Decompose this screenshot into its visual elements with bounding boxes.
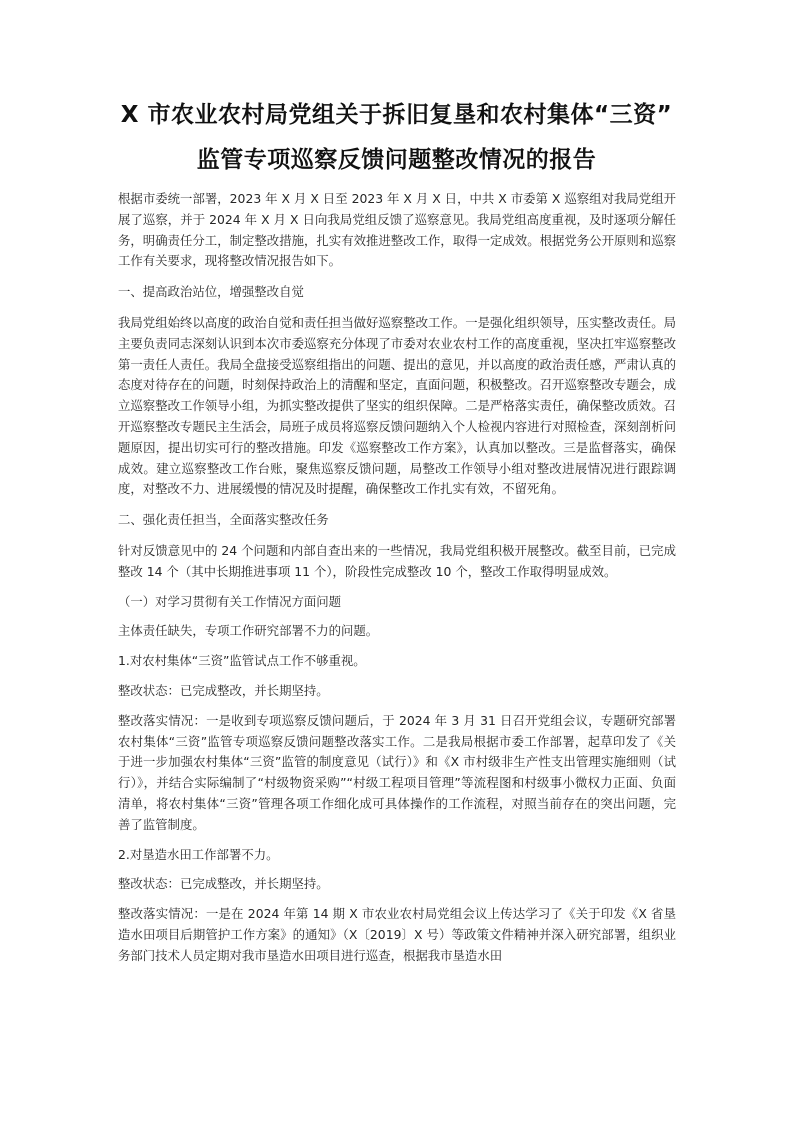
section-heading-1: 一、提高政治站位，增强整改自觉 bbox=[118, 284, 304, 300]
document-title-line-2: 监管专项巡察反馈问题整改情况的报告 bbox=[196, 147, 597, 173]
item-2-heading: 2.对垦造水田工作部署不力。 bbox=[118, 846, 279, 862]
section-2-paragraph: 针对反馈意见中的 24 个问题和内部自查出来的一些情况，我局党组积极开展整改。截至目前，已完成整改 14 个（其中长期推进事项 11 个），阶段性完成整改 10 个，整改工作取得明显成效。 bbox=[118, 542, 676, 579]
item-1-heading: 1.对农村集体“三资”监管试点工作不够重视。 bbox=[118, 653, 366, 669]
document-body bbox=[118, 189, 676, 967]
section-1-paragraph: 我局党组始终以高度的政治自觉和责任担当做好巡察整改工作。一是强化组织领导，压实整改责任。局主要负责同志深刻认识到本次市委巡察充分体现了市委对农业农村工作的高度重视，坚决扛牢巡察整改第一责任人责任。我局全盘接受巡察组指出的问题、提出的意见，并以高度的政治责任感，严肃认真的态度对待存在的问题，时刻保持政治上的清醒和坚定，直面问题，积极整改。召开巡察整改专题会，成立巡察整改工作领导小组，为抓实整改提供了坚实的组织保障。二是严格落实责任，确保整改质效。召开巡察整改专题民主生活会，局班子成员将巡察反馈问题纳入个人检视内容进行对照检查，深刻剖析问题原因，提出切实可行的整改措施。印发《巡察整改工作方案》，认真加以整改。三是监督落实，确保成效。建立巡察整改工作台账，聚焦巡察反馈问题，局整改工作领导小组对整改进展情况进行跟踪调度，对整改不力、进展缓慢的情况及时提醒，确保整改工作扎实有效，不留死角。 bbox=[118, 314, 676, 497]
subsection-heading-1: （一）对学习贯彻有关工作情况方面问题 bbox=[118, 593, 342, 609]
item-2-status: 整改状态：已完成整改，并长期坚持。 bbox=[118, 876, 329, 892]
item-2-details: 整改落实情况：一是在 2024 年第 14 期 X 市农业农村局党组会议上传达学习了《关于印发《X 省垦造水田项目后期管护工作方案》的通知》（X〔2019〕X 号）等政策文件精神并深入研究部署，组织业务部门技术人员定期对我市垦造水田项目进行巡查，根据我市垦造水田 bbox=[118, 906, 676, 963]
item-1-details: 整改落实情况：一是收到专项巡察反馈问题后，于 2024 年 3 月 31 日召开党组会议，专题研究部署农村集体“三资”监管专项巡察反馈问题整改落实工作。二是我局根据市委工作部署，起草印发了《关于进一步加强农村集体“三资”监管的制度意见（试行）》和《X 市村级非生产性支出管理实施细则（试行）》，并结合实际编制了“村级物资采购”“村级工程项目管理”等流程图和村级事小微权力正面、负面清单，将农村集体“三资”管理各项工作细化成可具体操作的工作流程，对照当前存在的突出问题，完善了监管制度。 bbox=[118, 712, 676, 832]
item-1-status: 整改状态：已完成整改，并长期坚持。 bbox=[118, 682, 329, 698]
problem-statement: 主体责任缺失，专项工作研究部署不力的问题。 bbox=[118, 623, 379, 639]
document-title-line-1: X 市农业农村局党组关于拆旧复垦和农村集体“三资” bbox=[120, 102, 673, 128]
intro-paragraph: 根据市委统一部署，2023 年 X 月 X 日至 2023 年 X 月 X 日，中共 X 市委第 X 巡察组对我局党组开展了巡察，并于 2024 年 X 月 X 日向我局党组反馈了巡察意见。我局党组高度重视，及时逐项分解任务，明确责任分工，制定整改措施，扎实有效推进整改工作，取得一定成效。根据党务公开原则和巡察工作有关要求，现将整改情况报告如下。 bbox=[118, 191, 676, 269]
section-heading-2: 二、强化责任担当，全面落实整改任务 bbox=[118, 512, 329, 528]
